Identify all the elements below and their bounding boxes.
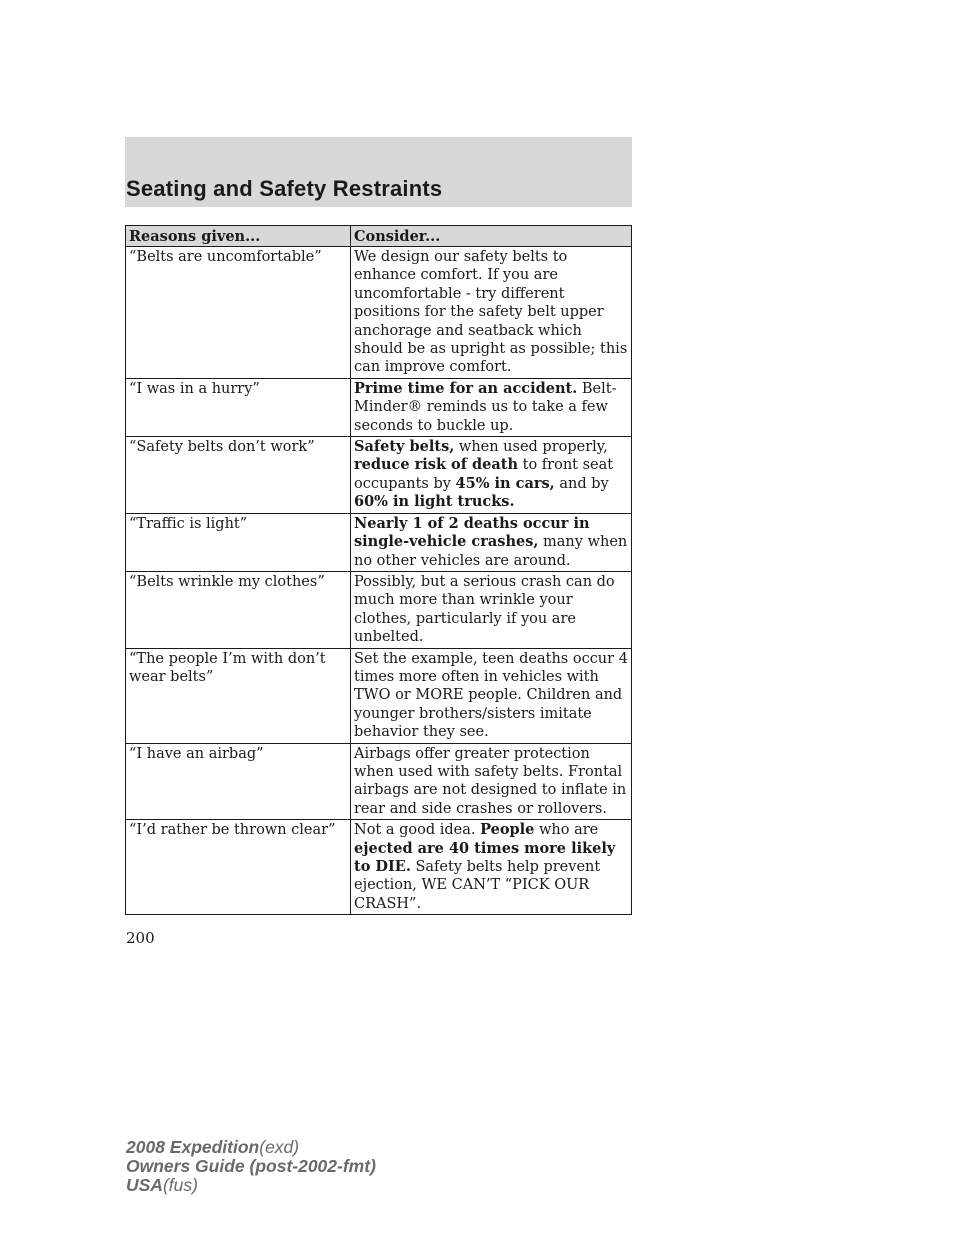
section-title: Seating and Safety Restraints xyxy=(126,176,443,201)
table-row xyxy=(126,743,632,820)
consider-text-bold: People xyxy=(480,821,535,839)
footer-line xyxy=(126,1176,376,1195)
footer-guide: Owners Guide (post-2002-fmt) xyxy=(126,1156,376,1176)
consider-text-bold: Safety belts, xyxy=(354,438,455,456)
page-number: 200 xyxy=(126,929,155,947)
reasons-table-head xyxy=(126,226,632,247)
footer-model: 2008 Expedition xyxy=(126,1137,260,1157)
footer-line xyxy=(126,1157,376,1176)
table-row xyxy=(126,513,632,571)
reason-cell: “I have an airbag” xyxy=(126,743,351,820)
reason-cell: “Traffic is light” xyxy=(126,513,351,571)
reason-cell: “I’d rather be thrown clear” xyxy=(126,820,351,915)
consider-text: Safety belts help prevent ejection, WE CAN’T “PICK OUR CRASH”. xyxy=(354,859,601,912)
consider-text: when used properly, xyxy=(454,439,608,456)
consider-text: Set the example, teen deaths occur 4 times more often in vehicles with TWO or MORE people. Children and younger brothers/sisters imitate behavior they see. xyxy=(354,650,628,741)
consider-text: many when no other vehicles are around. xyxy=(354,534,628,569)
consider-text: We design our safety belts to enhance comfort. If you are uncomfortable - try different positions for the safety belt upper anchorage and seatback which should be as upright as possible; this can improve comfort. xyxy=(354,249,628,376)
consider-cell xyxy=(351,437,632,514)
consider-text-bold: Nearly 1 of 2 deaths occur in single-vehicle crashes, xyxy=(354,514,590,551)
consider-text: and by xyxy=(554,475,609,492)
table-row xyxy=(126,378,632,436)
consider-text-bold: ejected are 40 times more likely to DIE. xyxy=(354,839,616,875)
column-header-reasons: Reasons given... xyxy=(126,226,351,247)
table-row xyxy=(126,437,632,514)
consider-text: Belt-Minder® reminds us to take a few seconds to buckle up. xyxy=(354,380,617,434)
consider-text-bold: Prime time for an accident. xyxy=(354,379,578,397)
consider-text: Airbags offer greater protection when used with safety belts. Frontal airbags are not designed to inflate in rear and side crashes or rollovers. xyxy=(354,745,627,817)
consider-cell xyxy=(351,571,632,648)
reason-cell: “I was in a hurry” xyxy=(126,378,351,436)
table-header-row xyxy=(126,226,632,247)
table-row xyxy=(126,247,632,379)
consider-cell xyxy=(351,247,632,379)
reason-cell: “The people I’m with don’t wear belts” xyxy=(126,648,351,743)
consider-cell xyxy=(351,378,632,436)
consider-text-bold: 60% in light trucks. xyxy=(354,493,515,511)
reason-cell: “Belts wrinkle my clothes” xyxy=(126,571,351,648)
footer-code: (fus) xyxy=(162,1175,198,1195)
table-row xyxy=(126,820,632,915)
table-row xyxy=(126,571,632,648)
table-row xyxy=(126,648,632,743)
consider-text-bold: reduce risk of death xyxy=(354,456,519,474)
consider-text-bold: 45% in cars, xyxy=(455,474,555,492)
consider-cell xyxy=(351,743,632,820)
footer-code: (exd) xyxy=(259,1137,300,1157)
consider-cell xyxy=(351,648,632,743)
document-footer xyxy=(126,1138,376,1195)
consider-cell xyxy=(351,820,632,915)
consider-text: Possibly, but a serious crash can do much more than wrinkle your clothes, particularly if you are unbelted. xyxy=(354,573,615,646)
footer-line xyxy=(126,1138,376,1157)
consider-text: to front seat occupants by xyxy=(354,457,614,492)
reason-cell: “Safety belts don’t work” xyxy=(126,437,351,514)
reasons-table-body xyxy=(126,247,632,915)
footer-region: USA xyxy=(126,1175,163,1195)
consider-cell xyxy=(351,513,632,571)
consider-text: Not a good idea. xyxy=(354,822,481,839)
reason-cell: “Belts are uncomfortable” xyxy=(126,247,351,379)
consider-text: who are xyxy=(534,822,599,839)
column-header-consider: Consider... xyxy=(351,226,632,247)
reasons-table xyxy=(125,225,632,915)
